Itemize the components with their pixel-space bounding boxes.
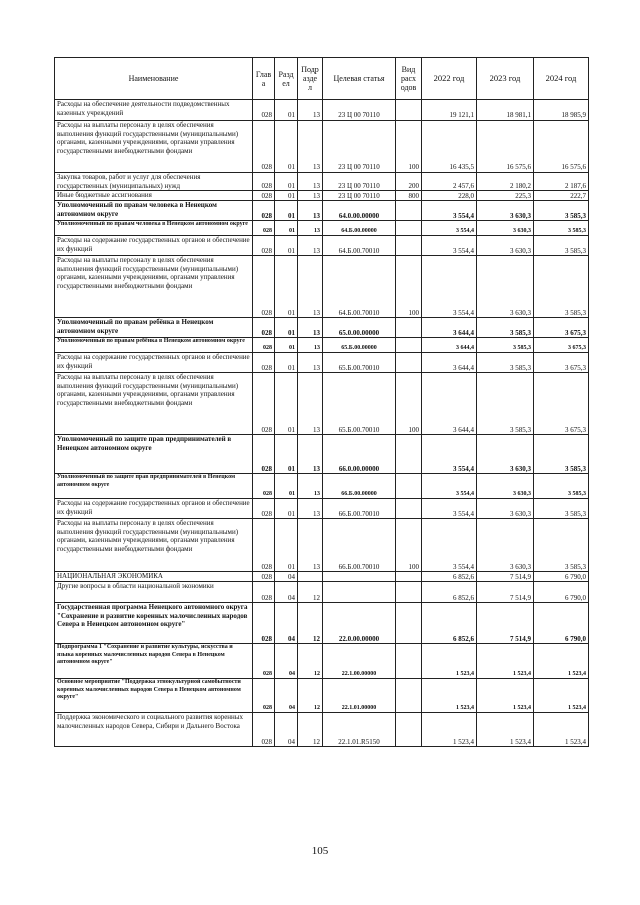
cell-y2024: 16 575,6	[534, 121, 589, 173]
cell-statya: 23 Ц 00 70110	[323, 173, 396, 191]
header-razdel: Разд ел	[275, 58, 298, 100]
cell-y2022: 3 554,4	[422, 221, 477, 236]
cell-vid	[396, 603, 422, 644]
table-row	[55, 582, 589, 603]
cell-glava: 028	[253, 603, 275, 644]
table-row	[55, 353, 589, 373]
cell-vid	[396, 100, 422, 121]
cell-vid	[396, 582, 422, 603]
cell-glava: 028	[253, 474, 275, 499]
cell-y2022: 3 644,4	[422, 353, 477, 373]
table-row	[55, 201, 589, 221]
cell-statya	[323, 582, 396, 603]
cell-y2024: 222,7	[534, 191, 589, 201]
table-row	[55, 474, 589, 499]
cell-y2022: 1 523,4	[422, 644, 477, 679]
cell-razdel: 01	[275, 318, 298, 338]
cell-glava: 028	[253, 201, 275, 221]
table-row	[55, 318, 589, 338]
cell-y2023: 3 630,3	[477, 256, 534, 318]
cell-razdel: 01	[275, 353, 298, 373]
cell-y2023: 3 630,3	[477, 236, 534, 256]
cell-name: Уполномоченный по правам ребёнка в Ненецком автономном округе	[55, 318, 253, 338]
cell-y2024: 1 523,4	[534, 679, 589, 713]
cell-statya	[323, 572, 396, 582]
cell-name: Уполномоченный по правам человека в Ненецком автономном округе	[55, 201, 253, 221]
cell-razdel: 01	[275, 373, 298, 435]
header-glava: Глав а	[253, 58, 275, 100]
cell-glava: 028	[253, 173, 275, 191]
cell-y2023: 3 630,3	[477, 474, 534, 499]
table-row	[55, 572, 589, 582]
cell-y2023: 3 585,3	[477, 338, 534, 353]
cell-y2022: 6 852,6	[422, 603, 477, 644]
cell-razdel: 01	[275, 338, 298, 353]
cell-statya: 66.Б.00.70010	[323, 499, 396, 519]
cell-y2024: 3 675,3	[534, 373, 589, 435]
cell-vid	[396, 679, 422, 713]
cell-statya: 22.1.01.R5150	[323, 713, 396, 747]
cell-name: Уполномоченный по защите прав предпринимателей в Ненецком автономном округе	[55, 435, 253, 474]
table-row	[55, 221, 589, 236]
table-row	[55, 644, 589, 679]
cell-y2022: 3 554,4	[422, 519, 477, 572]
cell-vid: 100	[396, 373, 422, 435]
header-name: Наименование	[55, 58, 253, 100]
cell-y2023: 18 981,1	[477, 100, 534, 121]
table-row	[55, 603, 589, 644]
cell-name: Уполномоченный по правам человека в Ненецком автономном округе	[55, 221, 253, 236]
cell-podrazdel: 13	[298, 338, 323, 353]
cell-y2022: 6 852,6	[422, 582, 477, 603]
cell-razdel: 04	[275, 572, 298, 582]
cell-podrazdel: 13	[298, 353, 323, 373]
budget-table	[54, 57, 589, 747]
cell-y2022: 3 554,4	[422, 236, 477, 256]
cell-y2022: 2 457,6	[422, 173, 477, 191]
cell-razdel: 01	[275, 256, 298, 318]
cell-podrazdel: 13	[298, 221, 323, 236]
cell-podrazdel: 12	[298, 603, 323, 644]
cell-glava: 028	[253, 435, 275, 474]
cell-y2022: 16 435,5	[422, 121, 477, 173]
cell-name: Расходы на выплаты персоналу в целях обеспечения выполнения функций государственными (муниципальными) органами, казенными учреждениями, органами управления государственными внебюджетными фондами	[55, 256, 253, 318]
cell-y2024: 3 585,3	[534, 221, 589, 236]
header-2023: 2023 год	[477, 58, 534, 100]
header-2024: 2024 год	[534, 58, 589, 100]
cell-statya: 22.0.00.00000	[323, 603, 396, 644]
cell-glava: 028	[253, 713, 275, 747]
cell-glava: 028	[253, 221, 275, 236]
cell-y2023: 2 180,2	[477, 173, 534, 191]
cell-y2024: 6 790,0	[534, 582, 589, 603]
cell-statya: 65.0.00.00000	[323, 318, 396, 338]
cell-y2023: 1 523,4	[477, 713, 534, 747]
cell-glava: 028	[253, 373, 275, 435]
cell-y2023: 16 575,6	[477, 121, 534, 173]
cell-name: Расходы на выплаты персоналу в целях обеспечения выполнения функций государственными (муниципальными) органами, казенными учреждениями, органами управления государственными внебюджетными фондами	[55, 519, 253, 572]
cell-y2024: 6 790,0	[534, 603, 589, 644]
cell-y2023: 7 514,9	[477, 582, 534, 603]
cell-razdel: 01	[275, 121, 298, 173]
cell-vid	[396, 201, 422, 221]
cell-glava: 028	[253, 644, 275, 679]
cell-glava: 028	[253, 318, 275, 338]
cell-podrazdel: 13	[298, 201, 323, 221]
cell-vid	[396, 644, 422, 679]
cell-name: НАЦИОНАЛЬНАЯ ЭКОНОМИКА	[55, 572, 253, 582]
cell-name: Иные бюджетные ассигнования	[55, 191, 253, 201]
cell-y2022: 1 523,4	[422, 713, 477, 747]
cell-y2024: 3 585,3	[534, 435, 589, 474]
cell-y2024: 2 187,6	[534, 173, 589, 191]
cell-vid	[396, 338, 422, 353]
cell-statya: 23 Ц 00 70110	[323, 121, 396, 173]
cell-y2024: 1 523,4	[534, 644, 589, 679]
cell-statya: 22.1.00.00000	[323, 644, 396, 679]
cell-y2024: 3 585,3	[534, 256, 589, 318]
cell-y2022: 6 852,6	[422, 572, 477, 582]
cell-glava: 028	[253, 338, 275, 353]
cell-name: Расходы на содержание государственных органов и обеспечение их функций	[55, 353, 253, 373]
cell-vid	[396, 713, 422, 747]
cell-podrazdel: 13	[298, 256, 323, 318]
cell-statya: 23 Ц 00 70110	[323, 100, 396, 121]
cell-y2023: 3 630,3	[477, 201, 534, 221]
cell-vid: 100	[396, 121, 422, 173]
cell-y2022: 1 523,4	[422, 679, 477, 713]
cell-y2022: 3 644,4	[422, 373, 477, 435]
cell-podrazdel: 13	[298, 121, 323, 173]
cell-name: Основное мероприятие "Поддержка этнокультурной самобытности коренных малочисленных народов Севера в Ненецком автономном округе"	[55, 679, 253, 713]
cell-statya: 65.Б.00.70010	[323, 373, 396, 435]
cell-razdel: 04	[275, 679, 298, 713]
cell-y2024: 3 585,3	[534, 474, 589, 499]
cell-y2023: 3 630,3	[477, 221, 534, 236]
cell-podrazdel: 13	[298, 474, 323, 499]
cell-podrazdel: 13	[298, 191, 323, 201]
cell-name: Другие вопросы в области национальной экономики	[55, 582, 253, 603]
cell-vid: 800	[396, 191, 422, 201]
cell-statya: 23 Ц 00 70110	[323, 191, 396, 201]
table-row	[55, 679, 589, 713]
cell-name: Закупка товаров, работ и услуг для обеспечения государственных (муниципальных) нужд	[55, 173, 253, 191]
cell-name: Расходы на выплаты персоналу в целях обеспечения выполнения функций государственными (муниципальными) органами, казенными учреждениями, органами управления государственными внебюджетными фондами	[55, 373, 253, 435]
cell-glava: 028	[253, 582, 275, 603]
cell-vid	[396, 435, 422, 474]
cell-podrazdel: 12	[298, 679, 323, 713]
cell-razdel: 04	[275, 603, 298, 644]
cell-podrazdel: 12	[298, 713, 323, 747]
cell-vid	[396, 236, 422, 256]
cell-podrazdel: 13	[298, 100, 323, 121]
cell-y2023: 3 585,3	[477, 318, 534, 338]
cell-podrazdel: 12	[298, 582, 323, 603]
table-row	[55, 191, 589, 201]
cell-vid: 100	[396, 519, 422, 572]
cell-name: Поддержка экономического и социального развития коренных малочисленных народов Севера, Сибири и Дальнего Востока	[55, 713, 253, 747]
cell-y2023: 3 585,3	[477, 373, 534, 435]
cell-podrazdel: 13	[298, 318, 323, 338]
cell-statya: 65.Б.00.00000	[323, 338, 396, 353]
table-row	[55, 435, 589, 474]
cell-statya: 66.Б.00.00000	[323, 474, 396, 499]
cell-vid: 100	[396, 256, 422, 318]
cell-vid	[396, 474, 422, 499]
header-vid: Вид расх одов	[396, 58, 422, 100]
cell-razdel: 04	[275, 582, 298, 603]
cell-y2022: 3 554,4	[422, 474, 477, 499]
cell-name: Расходы на обеспечение деятельности подведомственных казенных учреждений	[55, 100, 253, 121]
cell-y2024: 3 675,3	[534, 338, 589, 353]
cell-y2024: 3 585,3	[534, 519, 589, 572]
cell-glava: 028	[253, 256, 275, 318]
cell-podrazdel: 13	[298, 499, 323, 519]
cell-podrazdel: 13	[298, 519, 323, 572]
table-row	[55, 100, 589, 121]
table-row	[55, 173, 589, 191]
table-header-row	[55, 58, 589, 100]
cell-glava: 028	[253, 236, 275, 256]
cell-razdel: 01	[275, 474, 298, 499]
cell-glava: 028	[253, 121, 275, 173]
cell-statya: 64.Б.00.70010	[323, 256, 396, 318]
cell-glava: 028	[253, 679, 275, 713]
cell-vid	[396, 572, 422, 582]
cell-glava: 028	[253, 353, 275, 373]
cell-vid	[396, 221, 422, 236]
cell-razdel: 01	[275, 519, 298, 572]
cell-y2023: 3 630,3	[477, 519, 534, 572]
cell-razdel: 01	[275, 191, 298, 201]
table-row	[55, 236, 589, 256]
cell-name: Подпрограмма 1 "Сохранение и развитие культуры, искусства и языка коренных малочисленных народов Севера в Ненецком автономном округе"	[55, 644, 253, 679]
cell-name: Расходы на выплаты персоналу в целях обеспечения выполнения функций государственными (муниципальными) органами, казенными учреждениями, органами управления государственными внебюджетными фондами	[55, 121, 253, 173]
cell-y2023: 1 523,4	[477, 644, 534, 679]
cell-podrazdel: 12	[298, 644, 323, 679]
table-row	[55, 121, 589, 173]
cell-y2022: 3 554,4	[422, 256, 477, 318]
cell-name: Уполномоченный по защите прав предпринимателей в Ненецком автономном округе	[55, 474, 253, 499]
cell-glava: 028	[253, 519, 275, 572]
cell-glava: 028	[253, 499, 275, 519]
cell-statya: 64.Б.00.00000	[323, 221, 396, 236]
cell-podrazdel: 13	[298, 373, 323, 435]
cell-y2024: 18 985,9	[534, 100, 589, 121]
cell-razdel: 01	[275, 201, 298, 221]
cell-podrazdel: 13	[298, 173, 323, 191]
cell-y2023: 225,3	[477, 191, 534, 201]
cell-y2024: 3 585,3	[534, 236, 589, 256]
cell-statya: 66.Б.00.70010	[323, 519, 396, 572]
table-row	[55, 499, 589, 519]
table-row	[55, 519, 589, 572]
cell-podrazdel: 13	[298, 236, 323, 256]
table-row	[55, 338, 589, 353]
cell-y2022: 3 644,4	[422, 338, 477, 353]
cell-glava: 028	[253, 100, 275, 121]
cell-y2024: 6 790,0	[534, 572, 589, 582]
cell-glava: 028	[253, 191, 275, 201]
cell-statya: 22.1.01.00000	[323, 679, 396, 713]
cell-name: Расходы на содержание государственных органов и обеспечение их функций	[55, 236, 253, 256]
table-row	[55, 713, 589, 747]
cell-razdel: 01	[275, 100, 298, 121]
cell-vid	[396, 499, 422, 519]
cell-podrazdel	[298, 572, 323, 582]
header-2022: 2022 год	[422, 58, 477, 100]
cell-statya: 65.Б.00.70010	[323, 353, 396, 373]
cell-vid	[396, 318, 422, 338]
cell-razdel: 01	[275, 435, 298, 474]
cell-y2022: 228,0	[422, 191, 477, 201]
cell-y2023: 1 523,4	[477, 679, 534, 713]
cell-y2022: 3 554,4	[422, 435, 477, 474]
cell-razdel: 04	[275, 713, 298, 747]
cell-y2023: 7 514,9	[477, 603, 534, 644]
cell-statya: 66.0.00.00000	[323, 435, 396, 474]
header-statya: Целевая статья	[323, 58, 396, 100]
table-row	[55, 256, 589, 318]
cell-y2023: 3 630,3	[477, 435, 534, 474]
cell-y2022: 3 554,4	[422, 201, 477, 221]
cell-y2023: 3 630,3	[477, 499, 534, 519]
table-row	[55, 373, 589, 435]
cell-y2022: 3 554,4	[422, 499, 477, 519]
cell-statya: 64.Б.00.70010	[323, 236, 396, 256]
cell-glava: 028	[253, 572, 275, 582]
cell-vid	[396, 353, 422, 373]
cell-y2024: 3 675,3	[534, 318, 589, 338]
cell-y2024: 3 585,3	[534, 499, 589, 519]
cell-vid: 200	[396, 173, 422, 191]
cell-name: Уполномоченный по правам ребёнка в Ненецком автономном округе	[55, 338, 253, 353]
cell-y2023: 3 585,3	[477, 353, 534, 373]
document-page	[54, 57, 588, 747]
cell-name: Расходы на содержание государственных органов и обеспечение их функций	[55, 499, 253, 519]
cell-razdel: 01	[275, 221, 298, 236]
cell-name: Государственная программа Ненецкого автономного округа "Сохранение и развитие коренных малочисленных народов Севера в Ненецком автономном округе"	[55, 603, 253, 644]
cell-razdel: 04	[275, 644, 298, 679]
cell-statya: 64.0.00.00000	[323, 201, 396, 221]
cell-podrazdel: 13	[298, 435, 323, 474]
header-podrazdel: Подр азде л	[298, 58, 323, 100]
cell-razdel: 01	[275, 173, 298, 191]
cell-y2024: 3 675,3	[534, 353, 589, 373]
cell-razdel: 01	[275, 499, 298, 519]
cell-razdel: 01	[275, 236, 298, 256]
page-number: 105	[311, 845, 329, 857]
cell-y2024: 1 523,4	[534, 713, 589, 747]
cell-y2024: 3 585,3	[534, 201, 589, 221]
cell-y2023: 7 514,9	[477, 572, 534, 582]
cell-y2022: 19 121,1	[422, 100, 477, 121]
cell-y2022: 3 644,4	[422, 318, 477, 338]
